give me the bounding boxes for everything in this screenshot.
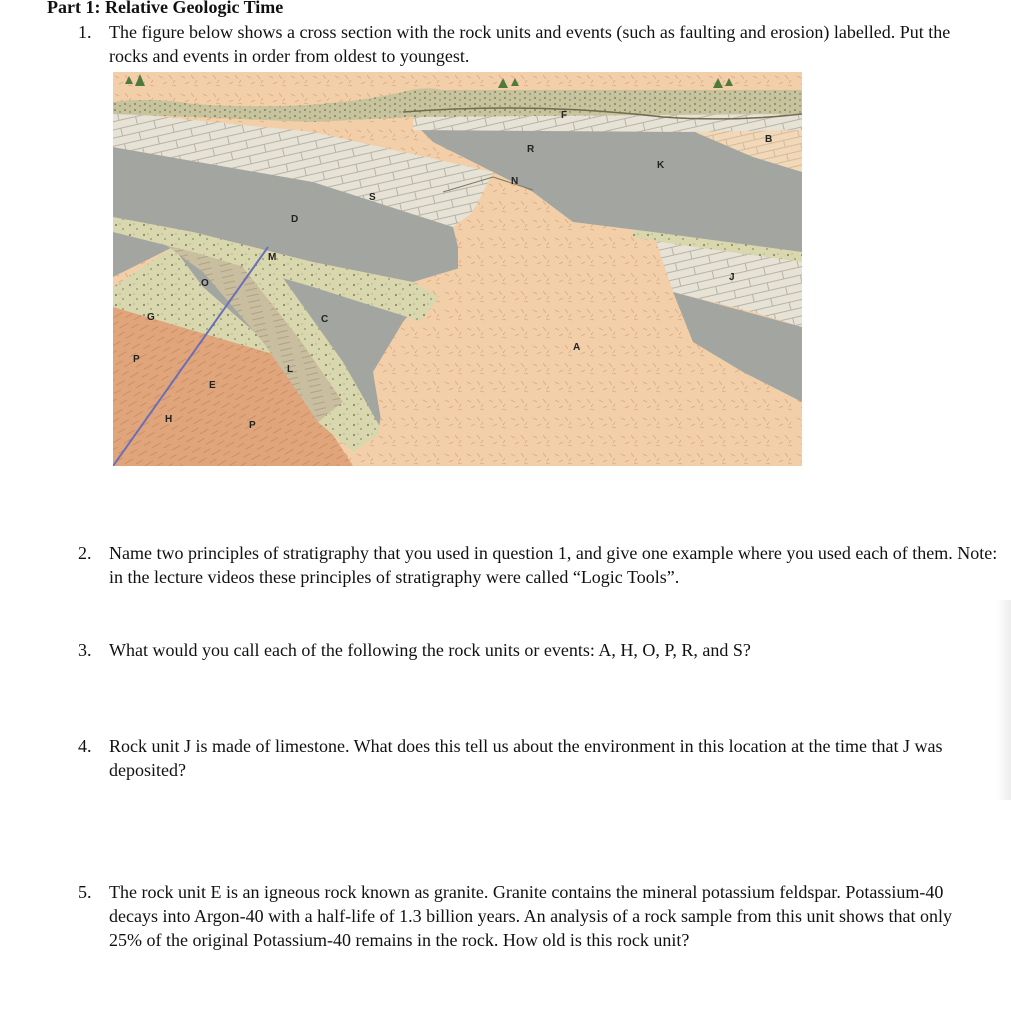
question-number: 3.	[78, 640, 92, 660]
question-number: 4.	[78, 736, 92, 756]
label-o: O	[201, 278, 209, 289]
page-title: Part 1: Relative Geologic Time	[47, 0, 284, 17]
label-b: B	[765, 134, 773, 145]
question-number: 2.	[78, 543, 92, 563]
scrollbar-shadow	[997, 600, 1011, 800]
label-n: N	[511, 176, 519, 187]
label-c: C	[321, 314, 329, 325]
label-g: G	[147, 312, 155, 323]
question-text: The figure below shows a cross section with the rock units and events (such as faulting and erosion) labelled. Put the rocks and events in order from oldest to youngest.	[109, 22, 951, 66]
label-p-bottom: P	[249, 420, 256, 431]
label-r: R	[527, 144, 535, 155]
question-number: 5.	[78, 882, 92, 902]
label-e: E	[209, 380, 216, 391]
label-a: A	[573, 342, 581, 353]
question-text: What would you call each of the following the rock units or events: A, H, O, P, R, and S?	[109, 640, 751, 660]
question-text: The rock unit E is an igneous rock known as granite. Granite contains the mineral potassium feldspar. Potassium-40 decays into Argon-40 with a half-life of 1.3 billion years. An analysis of a rock sample from this unit shows that only 25% of the original Potassium-40 remains in the rock. How old is this rock unit?	[109, 882, 953, 950]
label-s: S	[369, 192, 376, 203]
label-l: L	[287, 364, 294, 375]
label-k: K	[657, 160, 665, 171]
label-p-left: P	[133, 354, 140, 365]
label-d: D	[291, 214, 299, 225]
label-m: M	[268, 252, 277, 263]
label-j: J	[729, 272, 735, 283]
question-text: Name two principles of stratigraphy that you used in question 1, and give one example where you used each of them. Note: in the lecture videos these principles of stratigraphy were called “Logic Tools”.	[109, 543, 998, 587]
cross-section-figure	[113, 72, 802, 466]
label-h: H	[165, 414, 173, 425]
question-text: Rock unit J is made of limestone. What does this tell us about the environment in this location at the time that J was deposited?	[109, 736, 943, 780]
label-f: F	[561, 110, 568, 121]
question-number: 1.	[78, 22, 92, 42]
